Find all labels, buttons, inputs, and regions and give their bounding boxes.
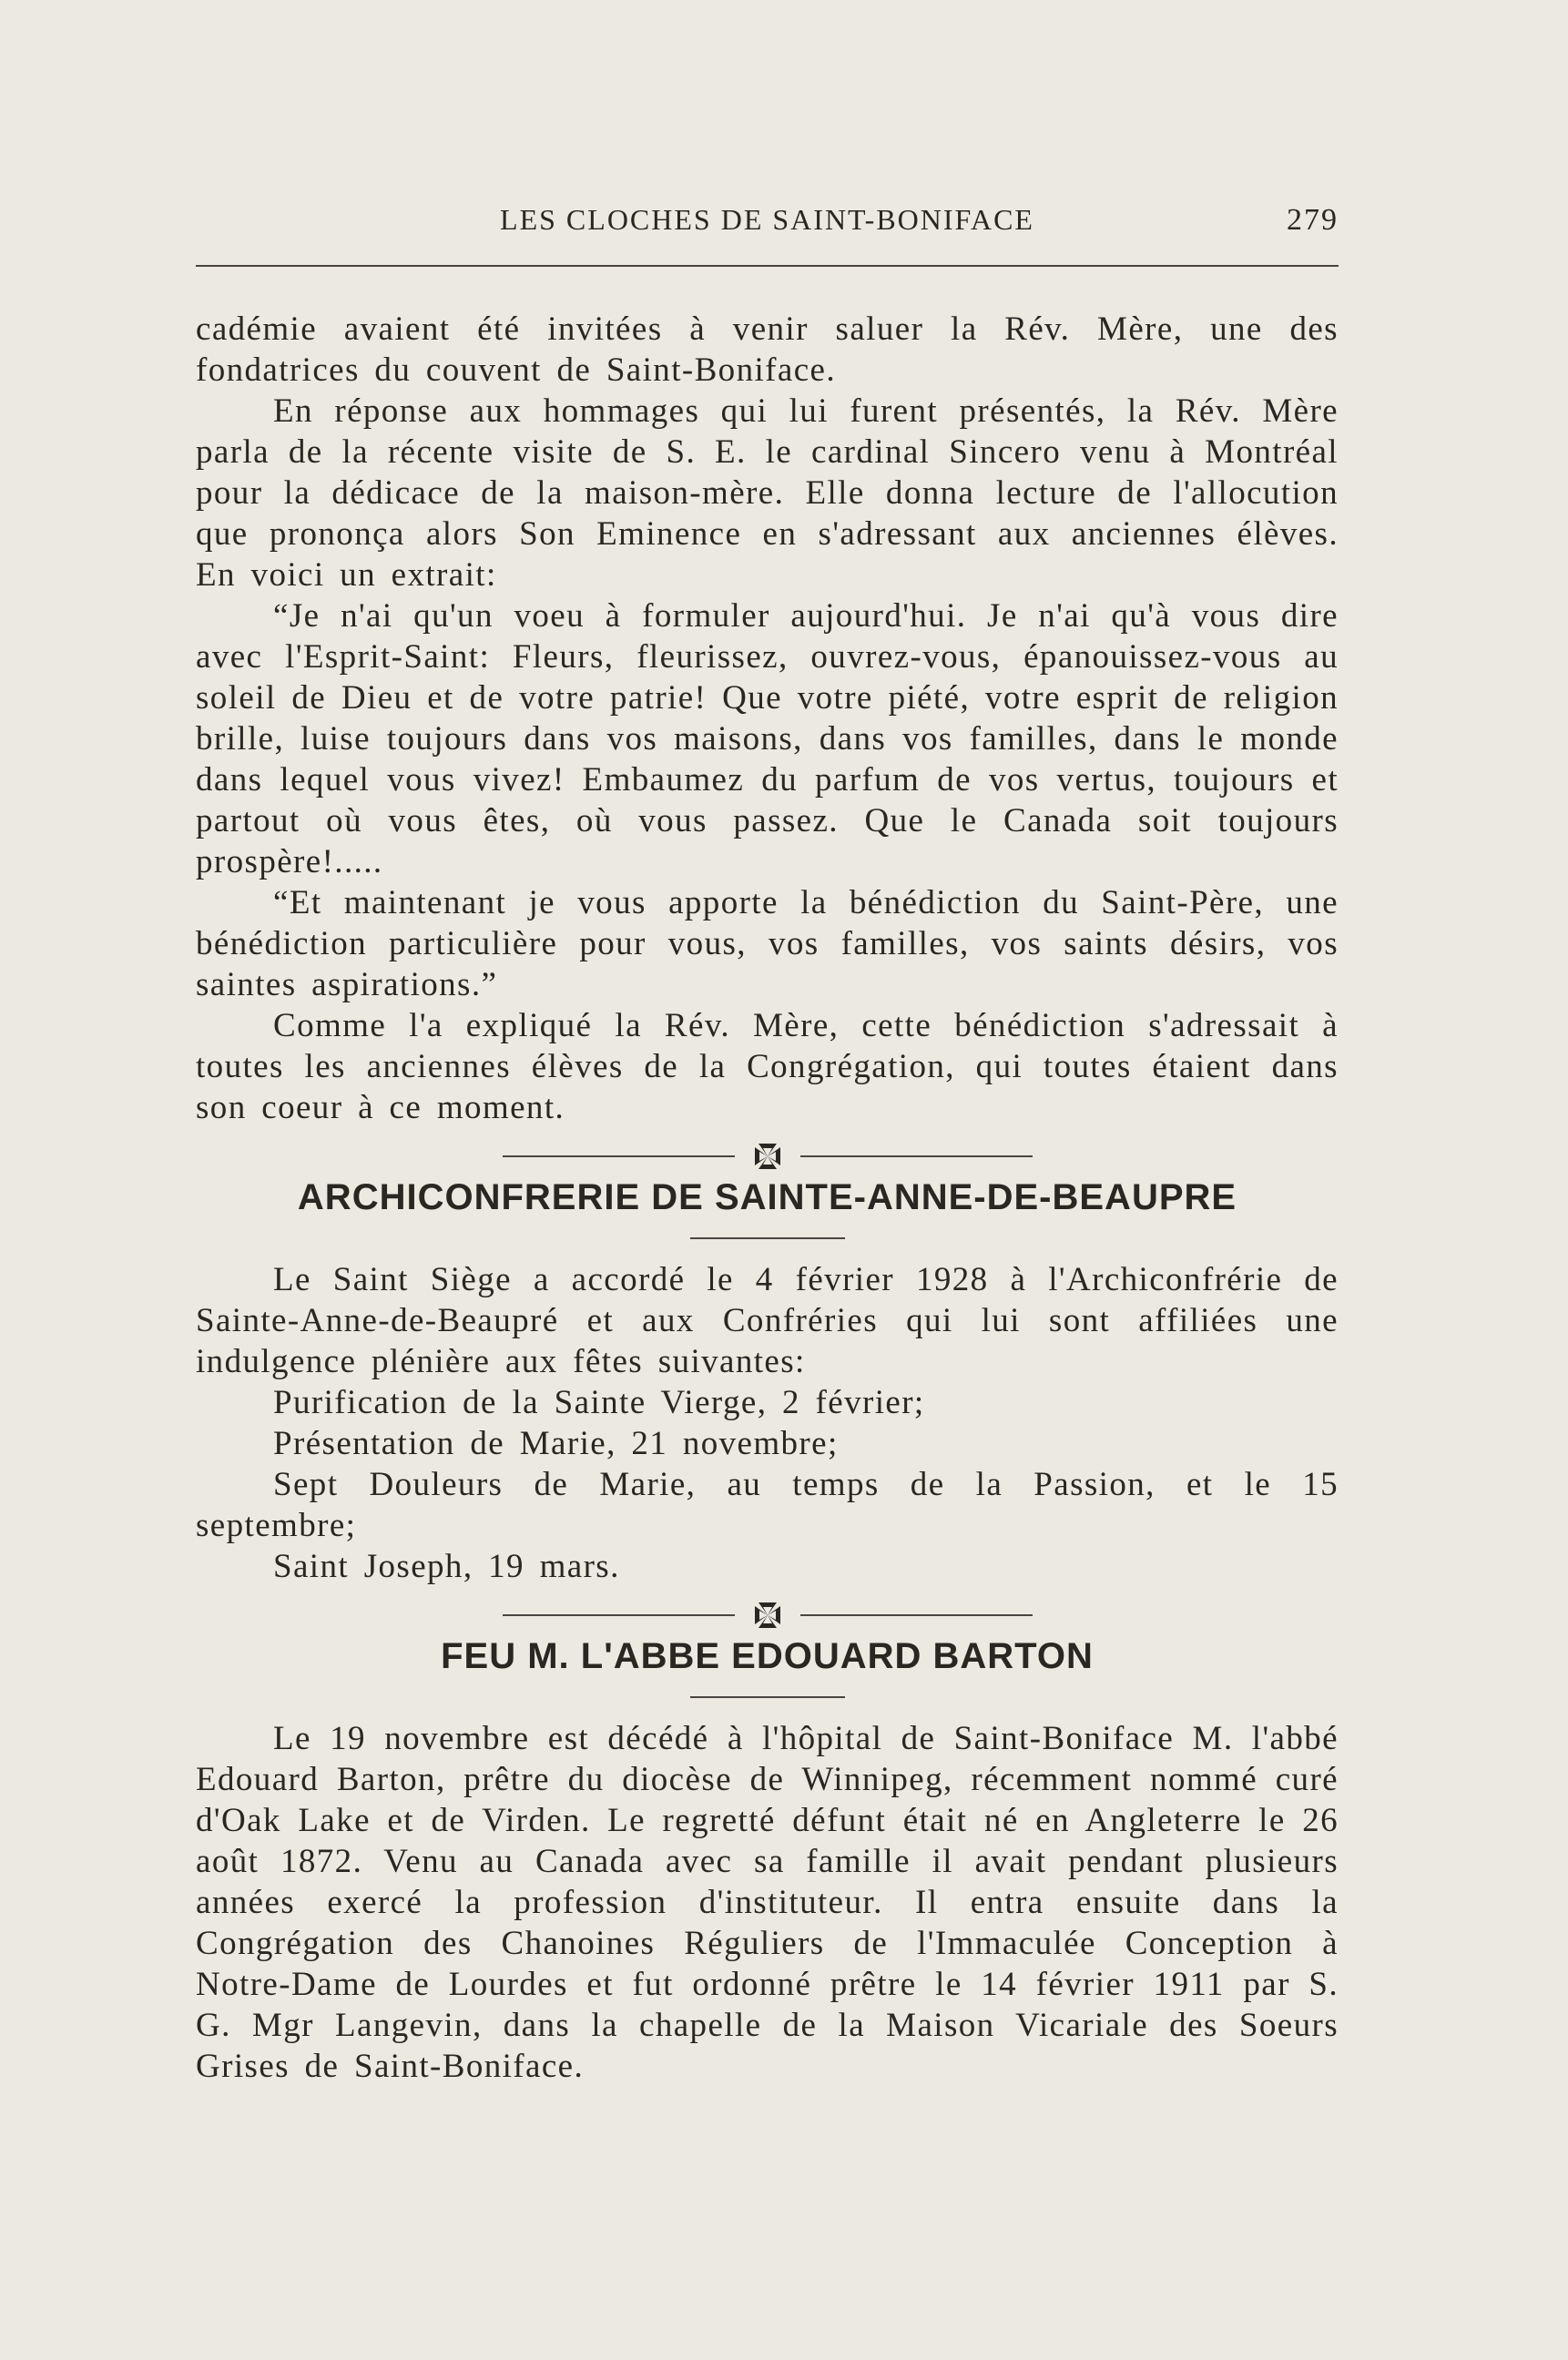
paragraph: Comme l'a expliqué la Rév. Mère, cette bénédiction s'adressait à toutes les anciennes élèves de la Congrégation, qui toutes étaient dans son coeur à ce moment. [196,1007,1339,1126]
maltese-cross-icon [751,1599,784,1632]
quote-paragraph: “Je n'ai qu'un voeu à formuler aujourd'hui. Je n'ai qu'à vous dire avec l'Esprit-Saint: Fleurs, fleurissez, ouvrez-vous, épanouissez-vous au soleil de Dieu et de votre patrie! Que votre piété, votre esprit de religion brille, luise toujours dans vos maisons, dans vos familles, dans le monde dans lequel vous vivez! Embaumez du parfum de vos vertus, toujours et partout où vous êtes, où vous passez. Que le Canada soit toujours prospère!..... [196,597,1339,880]
maltese-cross-icon [751,1140,784,1173]
article-obituary [196,1633,1339,2087]
paragraph: Le 19 novembre est décédé à l'hôpital de Saint-Boniface M. l'abbé Edouard Barton, prêtre du diocèse de Winnipeg, récemment nommé curé d'Oak Lake et de Virden. Le regretté défunt était né en Angleterre le 26 août 1872. Venu au Canada avec sa famille il avait pendant plusieurs années exercé la profession d'instituteur. Il entra ensuite dans la Congrégation des Chanoines Réguliers de l'Immaculée Conception à Notre-Dame de Lourdes et fut ordonné prêtre le 14 février 1911 par S. G. Mgr Langevin, dans la chapelle de la Maison Vicariale des Soeurs Grises de Saint-Boniface. [196,1720,1339,2085]
divider-line [503,1614,735,1616]
feast-item: Saint Joseph, 19 mars. [273,1548,620,1585]
feast-item: Purification de la Sainte Vierge, 2 février; [273,1384,925,1421]
paragraph: cadémie avaient été invitées à venir saluer la Rév. Mère, une des fondatrices du couvent de Saint-Boniface. [196,310,1339,389]
title-underline [690,1696,845,1698]
feast-item: Sept Douleurs de Marie, au temps de la Passion, et le 15 septembre; [196,1466,1339,1544]
article-archiconfrerie [196,1174,1339,1587]
running-title: LES CLOCHES DE SAINT-BONIFACE [500,203,1034,236]
title-underline [690,1237,845,1239]
running-head [196,187,1339,250]
divider-line [503,1155,735,1157]
quote-paragraph: “Et maintenant je vous apporte la bénédiction du Saint-Père, une bénédiction particulière pour vous, vos familles, vos saints désirs, vos saintes aspirations.” [196,884,1339,1003]
section-title: ARCHICONFRERIE DE SAINTE-ANNE-DE-BEAUPRE [297,1177,1237,1217]
page [196,187,1339,2087]
paragraph: En réponse aux hommages qui lui furent présentés, la Rév. Mère parla de la récente visite de S. E. le cardinal Sincero venu à Montréal pour la dédicace de la maison-mère. Elle donna lecture de l'allocution que prononça alors Son Eminence en s'adressant aux anciennes élèves. En voici un extrait: [196,392,1339,594]
paragraph: Le Saint Siège a accordé le 4 février 1928 à l'Archiconfrérie de Sainte-Anne-de-Beaupré et aux Confréries qui lui sont affiliées une indulgence plénière aux fêtes suivantes: [196,1261,1339,1380]
divider-line [800,1614,1033,1616]
section-divider [196,1598,1339,1633]
section-divider [196,1139,1339,1174]
divider-line [800,1155,1033,1157]
feast-item: Présentation de Marie, 21 novembre; [273,1425,839,1462]
article-continuation [196,309,1339,1128]
header-rule [196,265,1339,267]
page-number: 279 [1287,203,1339,237]
section-title: FEU M. L'ABBE EDOUARD BARTON [441,1636,1094,1676]
